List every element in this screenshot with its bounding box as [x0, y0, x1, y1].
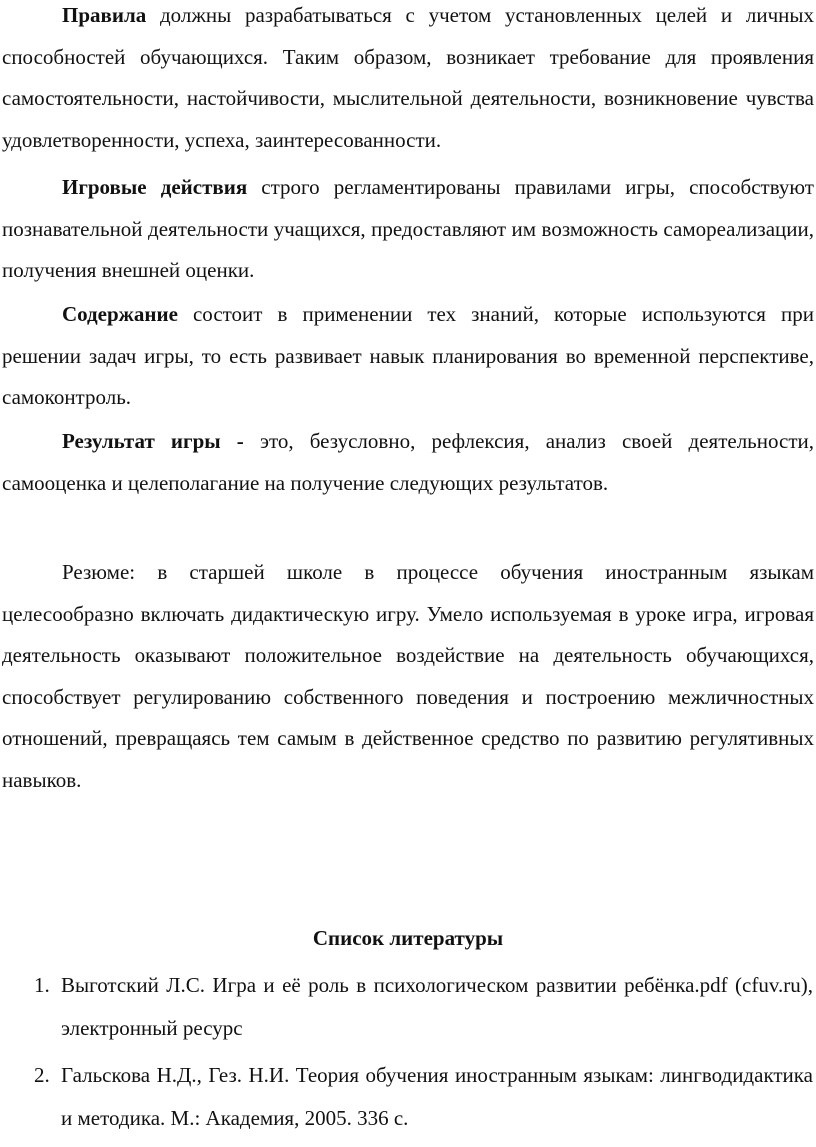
- reference-text: Гальскова Н.Д., Гез. Н.И. Теория обучения иностранным языкам: лингводидактика и методика. М.: Академия, 2005. 336 с.: [61, 1063, 813, 1130]
- paragraph-content: [2, 294, 814, 419]
- summary-paragraph: Резюме: в старшей школе в процессе обучения иностранным языкам целесообразно включать дидактическую игру. Умело используемая в уроке игра, игровая деятельность оказывают положительное воздействие на деятельность обучающихся, способствует регулированию собственного поведения и построению межличностных отношений, превращаясь тем самым в действенное средство по развитию регулятивных навыков.: [2, 560, 814, 792]
- paragraph-lead: Содержание: [62, 302, 178, 326]
- paragraph-game-result: [2, 421, 814, 504]
- paragraph-game-actions: [2, 167, 814, 292]
- references-title: Список литературы: [312, 926, 504, 950]
- reference-number: 2.: [34, 1063, 50, 1087]
- paragraph-text: состоит в применении тех знаний, которые используются при решении задач игры, то есть развивает навык планирования во временной перспективе, самоконтроль.: [2, 302, 814, 409]
- paragraph-lead: Результат игры -: [62, 429, 244, 453]
- paragraph-lead: Правила: [62, 3, 147, 27]
- reference-number: 1.: [34, 973, 50, 997]
- paragraph-rules: [2, 0, 814, 161]
- reference-text: Выготский Л.С. Игра и её роль в психологическом развитии ребёнка.pdf (cfuv.ru), электронный ресурс: [61, 973, 813, 1040]
- paragraph-text: строго регламентированы правилами игры, способствуют познавательной деятельности учащихся, предоставляют им возможность самореализации, получения внешней оценки.: [2, 175, 814, 282]
- paragraph-text: это, безусловно, рефлексия, анализ своей деятельности, самооценка и целеполагание на получение следующих результатов.: [2, 429, 814, 495]
- paragraph-lead: Игровые действия: [62, 175, 248, 199]
- paragraph-text: должны разрабатываться с учетом установленных целей и личных способностей обучающихся. Таким образом, возникает требование для проявления самостоятельности, настойчивости, мыслительной деятельности, возникновение чувства удовлетворенности, успеха, заинтересованности.: [2, 3, 814, 152]
